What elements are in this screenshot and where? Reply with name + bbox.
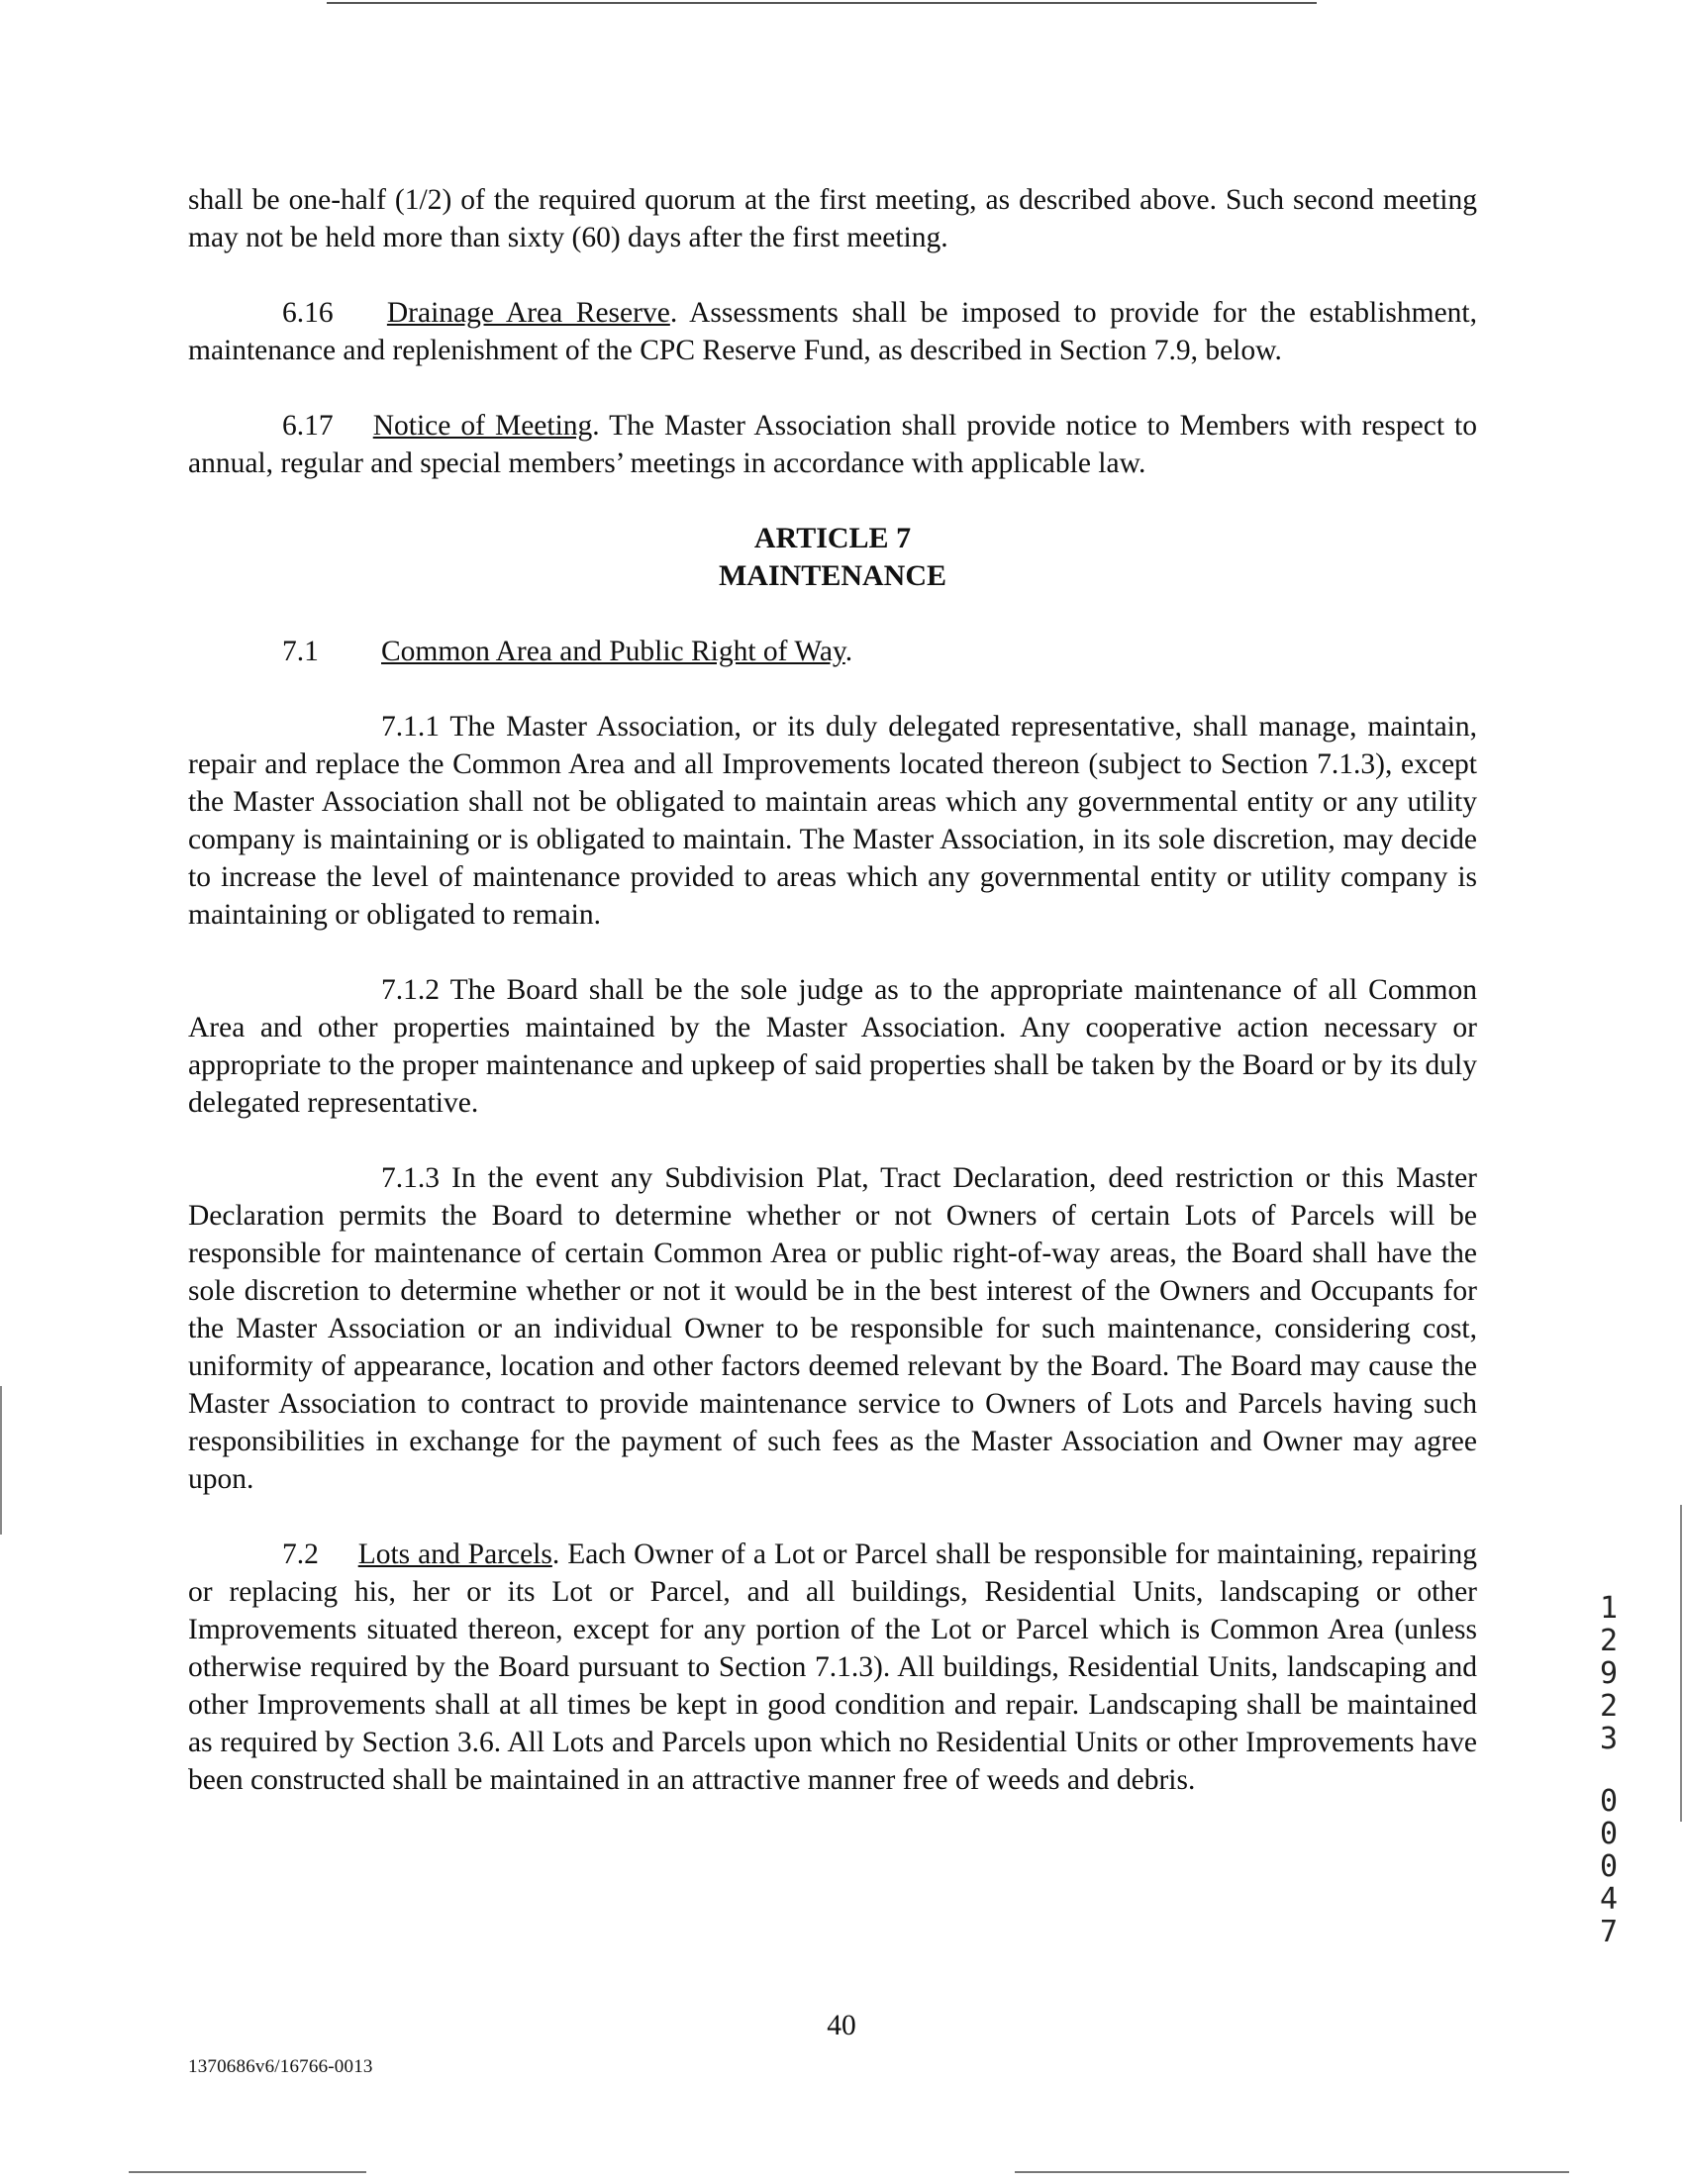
section-title: Common Area and Public Right of Way	[381, 636, 845, 667]
section-title: Notice of Meeting	[372, 410, 593, 442]
section-title: Drainage Area Reserve	[386, 297, 670, 329]
stamp-digit: 0	[1599, 1784, 1619, 1819]
paragraph-continuation: shall be one-half (1/2) of the required quorum at the first meeting, as described above. Such second meeting may not be held more than sixty (60) days after the first meeting.	[188, 184, 1477, 253]
stamp-gap	[1589, 1755, 1629, 1785]
section-body: . Assessments shall be imposed to provide for the establishment, maintenance and replenishment of the CPC Reserve Fund, as described in Section 7.9, below.	[188, 297, 1478, 366]
section-number: 6.17	[282, 410, 334, 442]
page-number: 40	[827, 2010, 856, 2041]
section-7-1-3: 7.1.3 In the event any Subdivision Plat, Tract Declaration, deed restriction or this Master Declaration permits the Board to determine whether or not Owners of certain Lots of Parcels will be responsible for maintenance of certain Common Area or public right-of-way areas, the Board shall have the sole discretion to determine whether or not it would be in the best interest of the Owners and Occupants for the Master Association or an individual Owner to be responsible for such maintenance, considering cost, uniformity of appearance, location and other factors deemed relevant by the Board. The Board may cause the Master Association to contract to provide maintenance service to Owners of Lots and Parcels having such responsibilities in exchange for the payment of such fees as the Master Association and Owner may agree upon.	[188, 1162, 1477, 1495]
document-id: 1370686v6/16766-0013	[188, 2056, 373, 2077]
section-7-1-2: 7.1.2 The Board shall be the sole judge as to the appropriate maintenance of all Common Area and other properties maintained by the Master Association. Any cooperative action necessary or appropriate to the proper maintenance and upkeep of said properties shall be taken by the Board or by its duly delegated representative.	[188, 974, 1477, 1119]
scan-border-bottom-right	[1015, 2171, 1569, 2173]
recording-number-stamp	[1589, 1592, 1629, 1948]
article-number: ARTICLE 7	[753, 522, 912, 554]
stamp-digit: 3	[1599, 1722, 1619, 1756]
stamp-digit: 4	[1599, 1882, 1619, 1917]
section-title: Lots and Parcels	[357, 1539, 552, 1570]
section-7-2	[188, 1536, 1477, 1799]
stamp-digit: 7	[1599, 1915, 1619, 1949]
stamp-digit: 9	[1599, 1656, 1619, 1691]
section-number: 7.1	[282, 636, 319, 667]
section-7-1	[188, 633, 1477, 670]
stamp-digit: 1	[1599, 1591, 1619, 1626]
scan-border-bottom-left	[129, 2171, 366, 2173]
section-7-1-1: 7.1.1 The Master Association, or its duly delegated representative, shall manage, maintain, repair and replace the Common Area and all Improvements located thereon (subject to Section 7.1.3), except the Master Association shall not be obligated to maintain areas which any governmental entity or any utility company is maintaining or is obligated to maintain. The Master Association, in its sole discretion, may decide to increase the level of maintenance provided to areas which any governmental entity or utility company is maintaining or obligated to remain.	[188, 711, 1477, 931]
section-body: . The Master Association shall provide notice to Members with respect to annual, regular and special members’ meetings in accordance with applicable law.	[188, 410, 1477, 479]
scan-edge-left	[0, 1386, 2, 1535]
stamp-digit: 2	[1599, 1689, 1619, 1724]
article-heading	[188, 520, 1477, 595]
section-number: 6.16	[282, 297, 334, 329]
document-body	[188, 181, 1477, 1799]
section-6-16	[188, 294, 1477, 369]
section-number: 7.2	[282, 1539, 319, 1570]
stamp-digit: 2	[1599, 1624, 1619, 1658]
section-6-17	[188, 407, 1477, 482]
stamp-digit: 0	[1599, 1817, 1619, 1851]
stamp-digit: 0	[1599, 1849, 1619, 1884]
section-body: . Each Owner of a Lot or Parcel shall be responsible for maintaining, repairing or replacing his, her or its Lot or Parcel, and all buildings, Residential Units, landscaping or other Improvements situated thereon, except for any portion of the Lot or Parcel which is Common Area (unless otherwise required by the Board pursuant to Section 7.1.3). All buildings, Residential Units, landscaping and other Improvements shall at all times be kept in good condition and repair. Landscaping shall be maintained as required by Section 3.6. All Lots and Parcels upon which no Residential Units or other Improvements have been constructed shall be maintained in an attractive manner free of weeds and debris.	[188, 1539, 1478, 1796]
scan-border-top	[327, 2, 1317, 4]
article-title: MAINTENANCE	[718, 559, 946, 592]
scan-edge-right	[1680, 1505, 1682, 1822]
section-title-period: .	[844, 636, 853, 667]
